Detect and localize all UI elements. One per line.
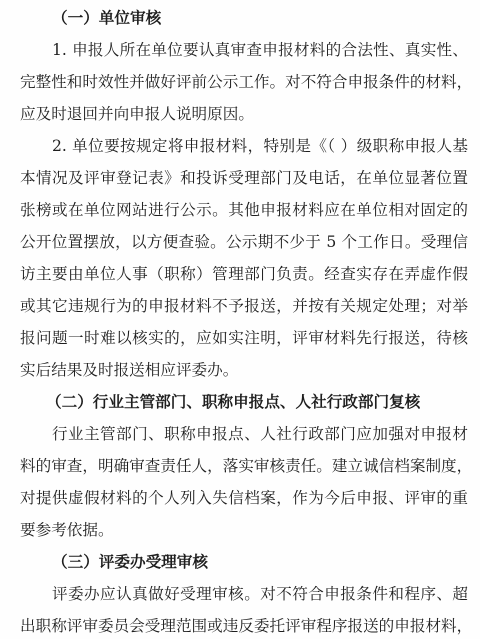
section-heading-department-recheck: （二）行业主管部门、职称申报点、人社行政部门复核 <box>46 392 421 411</box>
paragraph-line: 报问题一时难以核实的，应如实注明，评审材料先行报送，待核 <box>20 329 468 347</box>
paragraph-line: 评委办应认真做好受理审核。对不符合申报条件和程序、超 <box>52 585 468 603</box>
paragraph-line: 1. 申报人所在单位要认真审查申报材料的合法性、真实性、 <box>52 41 468 59</box>
paragraph-line: 行业主管部门、职称申报点、人社行政部门应加强对申报材 <box>52 425 468 443</box>
paragraph-line: 对提供虚假材料的个人列入失信档案，作为今后申报、评审的重 <box>20 489 468 507</box>
section-heading-committee-review: （三）评委办受理审核 <box>52 552 208 571</box>
paragraph-line: 应及时退回并向申报人说明原因。 <box>20 105 254 123</box>
section-heading-unit-review: （一）单位审核 <box>52 8 162 27</box>
document-body <box>0 2 480 639</box>
paragraph-line: 实后结果及时报送相应评委办。 <box>20 361 239 379</box>
paragraph-line: 张榜或在单位网站进行公示。其他申报材料应在单位相对固定的 <box>20 201 468 219</box>
paragraph-line: 访主要由单位人事（职称）管理部门负责。经查实存在弄虚作假 <box>20 265 468 283</box>
paragraph-line: 本情况及评审登记表》和投诉受理部门及电话，在单位显著位置 <box>20 169 468 187</box>
paragraph-line: 完整性和时效性并做好评前公示工作。对不符合申报条件的材料， <box>20 73 473 91</box>
paragraph-line: 2. 单位要按规定将申报材料，特别是《（ ）级职称申报人基 <box>52 137 468 155</box>
paragraph-line: 出职称评审委员会受理范围或违反委托评审程序报送的申报材料， <box>20 617 473 635</box>
paragraph-line: 公开位置摆放，以方便查验。公示期不少于 5 个工作日。受理信 <box>20 233 468 251</box>
paragraph-line: 或其它违规行为的申报材料不予报送，并按有关规定处理；对举 <box>20 297 468 315</box>
paragraph-line: 料的审查，明确审查责任人，落实审核责任。建立诚信档案制度， <box>20 457 473 475</box>
paragraph-line: 要参考依据。 <box>20 521 114 539</box>
